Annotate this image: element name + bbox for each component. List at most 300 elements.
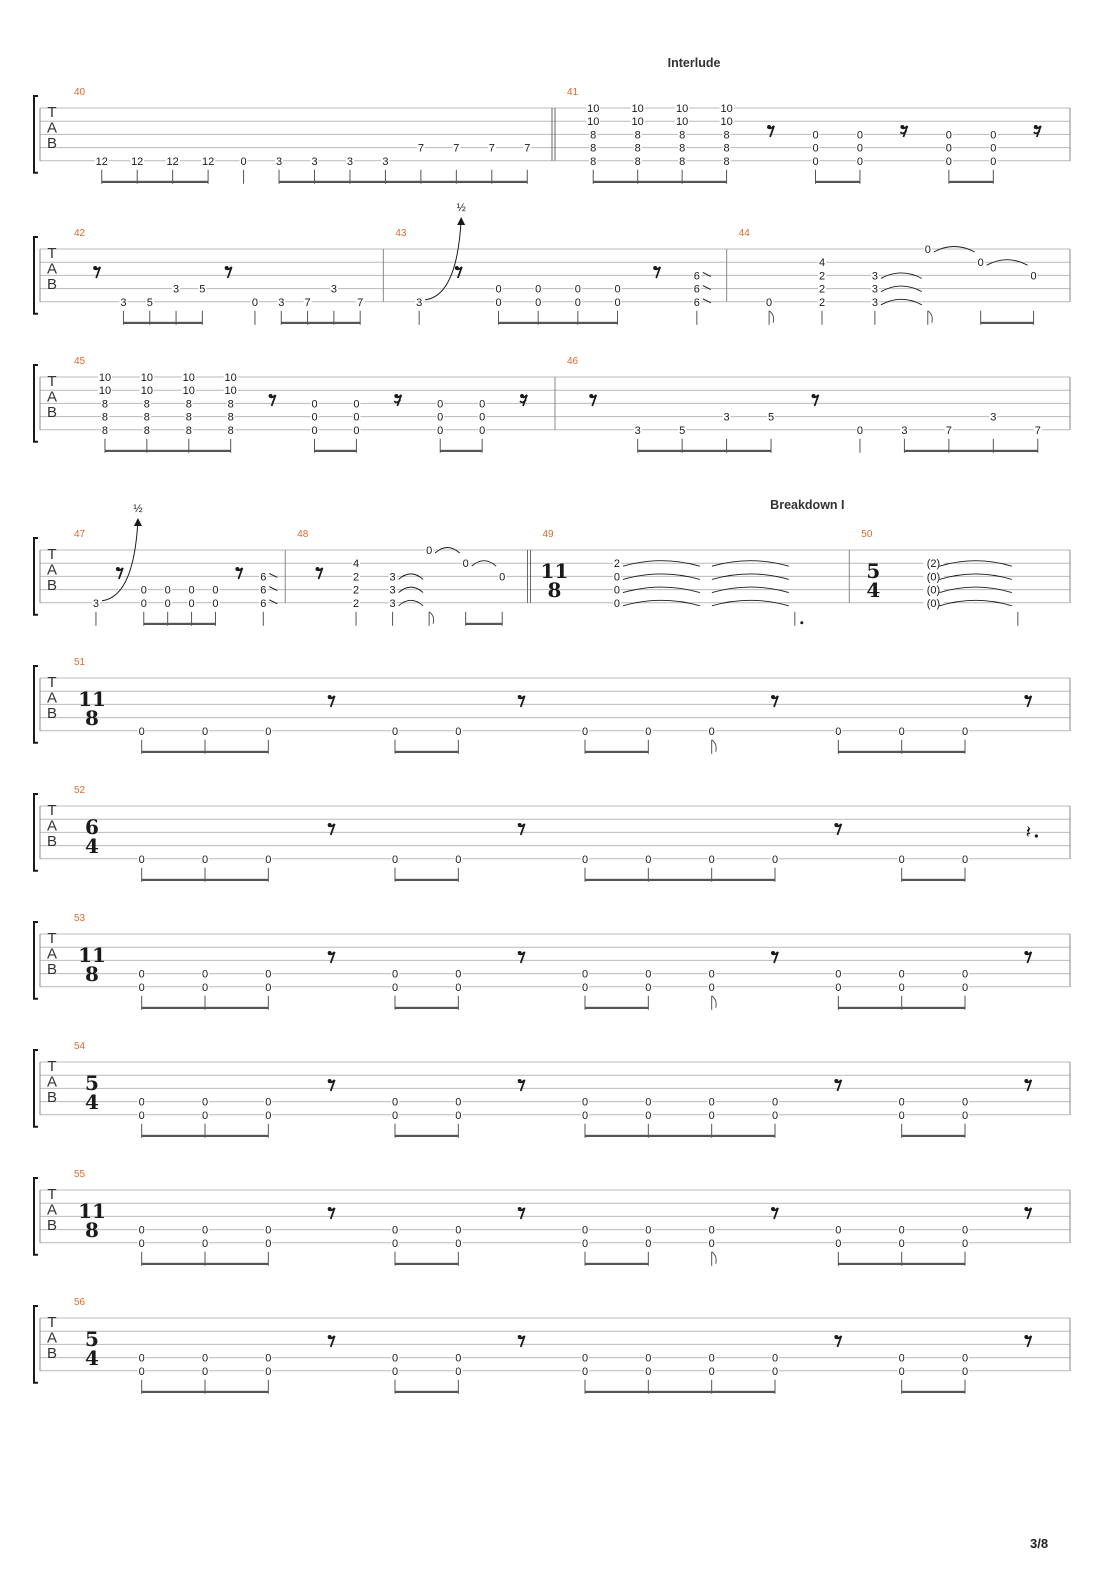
fret-number: 0: [311, 424, 318, 437]
tab-beat: [586, 102, 600, 184]
fret-number: 0: [391, 853, 399, 866]
tab-clef-letter: B: [46, 577, 58, 594]
note-beam: [466, 623, 503, 625]
note-beam: [902, 1135, 965, 1137]
tab-beat: [581, 1352, 589, 1394]
fret-number: 0: [961, 968, 969, 981]
tab-clef-letter: B: [46, 1345, 58, 1362]
fret-number: 8: [185, 411, 192, 424]
tab-beat: [201, 1352, 209, 1394]
rest-head: [834, 1079, 838, 1083]
tab-system: [34, 913, 1070, 1010]
tab-clef-letter: A: [46, 1073, 58, 1091]
tab-beat: [977, 256, 1028, 325]
rest-symbol: [1024, 695, 1031, 707]
fret-number: 0: [990, 142, 997, 155]
rest-symbol: [518, 951, 525, 963]
fret-number: 0: [856, 129, 864, 142]
fret-number: 0: [265, 968, 272, 981]
measure-number: 40: [74, 87, 86, 98]
tab-clef-letter: B: [46, 404, 58, 421]
tab-beat: [146, 296, 154, 325]
tab-beat: [708, 1352, 716, 1394]
fret-number: 8: [634, 155, 641, 168]
fret-number: 0: [391, 1109, 399, 1122]
measure-number: 41: [567, 87, 579, 98]
note-beam: [395, 879, 458, 881]
fret-number: 0: [581, 1224, 589, 1237]
tab-beat: [581, 968, 589, 1010]
section-label: Breakdown I: [770, 498, 845, 512]
tab-system: [34, 1169, 1070, 1266]
note-beam: [395, 1135, 458, 1137]
rest-symbol: [653, 266, 660, 278]
fret-number: 8: [679, 142, 686, 155]
fret-number: 10: [676, 103, 689, 115]
tab-beat: [166, 155, 180, 184]
fret-number: 8: [679, 129, 686, 142]
fret-number: 8: [143, 424, 150, 437]
note-beam: [949, 181, 993, 183]
fret-number: 7: [524, 142, 531, 155]
fret-number: 12: [166, 155, 179, 168]
tab-beat: [693, 269, 711, 324]
measure-number: 44: [738, 228, 750, 239]
rest-symbol: [328, 823, 335, 835]
rest-symbol: [518, 1207, 525, 1219]
tab-beat: [634, 424, 642, 453]
quarter-rest: 𝄽: [1025, 822, 1032, 843]
tab-beat: [381, 155, 389, 184]
fret-number: 0: [201, 1237, 209, 1250]
rest-head: [767, 125, 771, 129]
measure-number: 48: [297, 529, 309, 540]
fret-number: 0: [961, 1365, 969, 1378]
fret-number: 0: [455, 981, 462, 994]
tab-beat: [417, 142, 425, 184]
fret-number: 3: [389, 584, 396, 597]
fret-number: 3: [311, 155, 318, 168]
rest-symbol: [834, 823, 841, 835]
fret-number: 0: [138, 853, 145, 866]
fret-number: 3: [382, 155, 389, 168]
fret-number: 0: [898, 1237, 905, 1250]
fret-number: 3: [278, 296, 285, 309]
fret-number: 0: [990, 155, 997, 168]
fret-number: 8: [227, 424, 234, 437]
tab-beat: [581, 725, 589, 754]
tab-beat: [164, 584, 172, 626]
fret-number: 3: [416, 296, 423, 309]
fret-number: 0: [499, 571, 506, 584]
tab-clef-letter: A: [46, 388, 58, 406]
note-beam: [593, 181, 726, 183]
fret-number: 0: [614, 296, 621, 309]
fret-number: 0: [924, 244, 931, 256]
fret-number: 0: [645, 968, 652, 981]
rest-symbol: [316, 567, 323, 579]
fret-number: 12: [131, 155, 144, 168]
tab-beat: [923, 557, 1011, 610]
fret-number: 10: [720, 116, 733, 129]
tab-beat: [201, 155, 215, 184]
rest-symbol: [93, 266, 100, 278]
fret-number: 0: [353, 424, 360, 437]
rest-symbol: [116, 567, 123, 579]
fret-number: 6: [693, 296, 700, 309]
fret-number: 0: [212, 584, 219, 597]
bend-curve: [425, 219, 461, 300]
measure-number: 52: [74, 785, 86, 796]
tab-clef-letter: B: [46, 135, 58, 152]
fret-number: 5: [146, 296, 153, 309]
rest-head: [771, 1207, 775, 1211]
fret-number: 0: [856, 424, 864, 437]
time-signature-numerator: 11: [78, 943, 106, 967]
tab-beat: [708, 725, 717, 754]
fret-number: 3: [871, 296, 878, 309]
tab-beat: [389, 570, 424, 625]
fret-number: 0: [251, 296, 259, 309]
bend-curve: [102, 520, 138, 601]
rest-head: [771, 695, 775, 699]
note-beam: [816, 181, 860, 183]
rest-head: [518, 695, 522, 699]
measure-number: 49: [542, 529, 554, 540]
fret-number: 2: [352, 584, 360, 597]
system-bracket: [34, 538, 38, 615]
tab-beat: [631, 102, 645, 184]
tab-clef-letter: A: [46, 1201, 58, 1219]
fret-number: 0: [201, 981, 209, 994]
tab-clef-letter: T: [47, 1058, 57, 1075]
tab-beat: [898, 1224, 906, 1266]
fret-number: 0: [437, 398, 444, 411]
note-flag: [928, 311, 933, 323]
rest-symbol: [518, 1079, 525, 1091]
note-flag: [712, 1252, 717, 1264]
tab-beat: [644, 1224, 652, 1266]
tab-clef: [47, 245, 57, 293]
tab-beat: [454, 1096, 462, 1138]
rest-head: [834, 1335, 838, 1339]
tab-beat: [119, 296, 127, 325]
fret-number: 8: [101, 411, 109, 424]
tab-beat: [945, 424, 953, 453]
fret-number: 0: [581, 1365, 589, 1378]
tab-clef: [47, 1058, 57, 1106]
note-beam: [981, 322, 1034, 324]
tab-beat: [264, 968, 272, 1010]
tab-system: [34, 56, 1070, 184]
fret-number: 8: [679, 155, 686, 168]
tab-beat: [581, 853, 589, 882]
fret-number: 10: [98, 372, 112, 384]
fret-number: 0: [645, 853, 652, 866]
note-beam: [395, 751, 458, 753]
tab-beat: [523, 142, 531, 184]
note-beam: [279, 181, 527, 183]
tab-clef-letter: B: [46, 961, 58, 978]
fret-number: 6: [693, 270, 700, 283]
measure-number: 47: [74, 529, 86, 540]
rest-head: [812, 394, 816, 398]
time-signature-numerator: 11: [78, 687, 106, 711]
rest-head: [328, 1079, 332, 1083]
tab-beat: [771, 1096, 779, 1138]
rest-symbol: [520, 394, 527, 406]
fret-number: 0: [898, 1352, 905, 1365]
fret-number: 0: [455, 1224, 462, 1237]
fret-number: 0: [138, 1352, 145, 1365]
tab-beat: [264, 725, 272, 754]
measure-number: 43: [395, 228, 407, 239]
tab-beat: [138, 1096, 146, 1138]
fret-number: 8: [634, 129, 641, 142]
tab-beat: [330, 283, 338, 325]
fret-number: 0: [990, 129, 997, 142]
measure-number: 53: [74, 913, 86, 924]
fret-number: 10: [224, 372, 237, 384]
fret-number: 0: [455, 1365, 462, 1378]
fret-number: 0: [708, 968, 715, 981]
note-beam: [142, 1391, 269, 1393]
tab-beat: [495, 283, 503, 325]
measure: [40, 785, 1038, 882]
fret-number: 0: [771, 1109, 779, 1122]
tab-beat: [961, 1352, 969, 1394]
fret-number: 3: [120, 296, 127, 309]
note-beam: [395, 1007, 458, 1009]
fret-number: 6: [693, 283, 700, 296]
fret-number: 0: [138, 1096, 145, 1109]
measure-number: 50: [861, 529, 873, 540]
fret-number: 0: [455, 1352, 462, 1365]
tab-beat: [452, 142, 460, 184]
tab-beat: [188, 584, 196, 626]
tab-beat: [871, 269, 922, 324]
fret-number: 0: [581, 981, 589, 994]
rest-dot: [1035, 834, 1038, 837]
tab-beat: [644, 725, 652, 754]
fret-number: 0: [708, 725, 715, 738]
fret-number: 0: [898, 981, 905, 994]
fret-number: 8: [723, 142, 730, 155]
tab-clef-letter: A: [46, 561, 58, 579]
tab-beat: [454, 1224, 462, 1266]
measure: [555, 356, 1042, 453]
fret-number: 0: [1030, 270, 1037, 283]
fret-number: 0: [201, 1352, 209, 1365]
tab-beat: [304, 296, 312, 325]
time-signature-numerator: 5: [85, 1071, 99, 1095]
tab-beat: [391, 853, 399, 882]
fret-number: 0: [898, 1365, 905, 1378]
fret-number: (0): [926, 584, 941, 597]
tab-beat: [425, 544, 460, 626]
rest-head: [900, 125, 904, 129]
tab-beat: [275, 155, 283, 184]
rest-symbol: [1024, 951, 1031, 963]
rest-head: [520, 394, 524, 398]
fret-number: 0: [645, 1096, 652, 1109]
tab-beat: [92, 503, 143, 626]
fret-number: 0: [265, 1352, 272, 1365]
tab-beat: [454, 853, 462, 882]
rest-symbol: [269, 394, 276, 406]
measure-number: 56: [74, 1297, 86, 1308]
time-signature-numerator: 11: [78, 1199, 106, 1223]
fret-number: 0: [771, 1365, 779, 1378]
note-beam: [838, 1263, 965, 1265]
tab-beat: [961, 1096, 969, 1138]
fret-number: 10: [182, 372, 195, 384]
section-label: Interlude: [667, 56, 721, 70]
fret-number: 0: [835, 1224, 842, 1237]
bend-amount: ½: [456, 202, 466, 214]
tab-beat: [356, 296, 364, 325]
time-signature-numerator: 5: [866, 559, 881, 583]
fret-number: 10: [140, 385, 153, 398]
fret-number: 0: [455, 1237, 462, 1250]
rest-head: [116, 567, 120, 571]
fret-number: 0: [201, 725, 209, 738]
fret-number: 0: [212, 597, 219, 610]
tab-beat: [581, 1096, 589, 1138]
fret-number: 0: [535, 296, 542, 309]
tab-beat: [812, 128, 820, 183]
measure: [40, 228, 364, 325]
fret-number: 0: [961, 853, 969, 866]
fret-number: 0: [613, 571, 621, 584]
note-beam: [902, 1391, 965, 1393]
fret-number: 0: [201, 1096, 209, 1109]
tab-beat: [352, 557, 360, 626]
time-signature-denominator: 8: [85, 962, 99, 986]
fret-number: 10: [182, 385, 195, 398]
fret-number: 0: [961, 1237, 969, 1250]
fret-number: 0: [265, 1237, 272, 1250]
fret-number: (0): [926, 597, 941, 610]
fret-number: 2: [613, 558, 621, 571]
fret-number: 0: [945, 129, 952, 142]
tab-clef-letter: T: [47, 930, 57, 947]
fret-number: 0: [164, 584, 171, 597]
tab-beat: [138, 1224, 146, 1266]
tab-beat: [1034, 424, 1042, 453]
tab-beat: [346, 155, 354, 184]
measure-number: 54: [74, 1041, 86, 1052]
tab-beat: [391, 1096, 399, 1138]
rest-symbol: [834, 1079, 841, 1091]
rest-head: [269, 394, 273, 398]
tab-beat: [708, 1224, 717, 1266]
time-signature-denominator: 4: [85, 1346, 99, 1370]
note-beam: [838, 1007, 965, 1009]
fret-number: 0: [614, 283, 621, 296]
fret-number: 8: [185, 424, 192, 437]
rest-symbol: [1024, 1207, 1031, 1219]
fret-number: 0: [495, 296, 502, 309]
fret-number: 0: [495, 283, 502, 296]
fret-number: 0: [138, 1224, 145, 1237]
measure: [40, 503, 277, 626]
fret-number: 3: [723, 411, 730, 424]
rest-head: [518, 1079, 522, 1083]
fret-number: 0: [574, 283, 581, 296]
fret-number: 8: [143, 398, 150, 411]
note-flag: [769, 311, 774, 323]
tab-beat: [95, 155, 109, 184]
tab-system: [34, 1297, 1070, 1394]
rest-head: [771, 951, 775, 955]
tab-system: [34, 657, 1070, 754]
system-bracket: [34, 1306, 38, 1383]
tab-clef-letter: T: [47, 1186, 57, 1203]
tab-beat: [140, 371, 154, 453]
fret-number: 0: [265, 981, 272, 994]
fret-number: 3: [871, 283, 878, 296]
tab-beat: [462, 557, 497, 626]
tab-beat: [613, 557, 700, 610]
tab-beat: [391, 1224, 399, 1266]
tab-clef-letter: T: [47, 245, 57, 262]
fret-number: 0: [138, 968, 145, 981]
system-bracket: [34, 794, 38, 871]
fret-number: 0: [311, 411, 318, 424]
fret-number: 7: [488, 142, 495, 155]
fret-number: 8: [590, 155, 597, 168]
fret-number: 7: [453, 142, 460, 155]
fret-number: 0: [391, 1096, 399, 1109]
note-beam: [585, 1391, 775, 1393]
fret-number: 0: [138, 1237, 145, 1250]
fret-number: 0: [645, 725, 652, 738]
fret-number: 8: [590, 129, 597, 142]
fret-number: 7: [945, 424, 952, 437]
tab-clef-letter: B: [46, 1089, 58, 1106]
fret-number: 0: [201, 1109, 209, 1122]
tab-clef-letter: A: [46, 260, 58, 278]
measure: [40, 1297, 1031, 1394]
fret-number: 0: [391, 1237, 399, 1250]
fret-number: 3: [871, 270, 878, 283]
tab-beat: [201, 1224, 209, 1266]
fret-number: 0: [462, 558, 469, 571]
fret-number: 12: [95, 155, 108, 168]
rest-symbol: [328, 951, 335, 963]
rest-symbol: [328, 695, 335, 707]
fret-number: 0: [455, 1096, 462, 1109]
fret-number: 10: [720, 103, 733, 115]
fret-number: 3: [275, 155, 283, 168]
fret-number: 10: [676, 116, 689, 129]
tab-beat: [574, 283, 582, 325]
rest-head: [1024, 1335, 1028, 1339]
fret-number: 0: [140, 584, 147, 597]
fret-number: 2: [818, 296, 826, 309]
time-signature-denominator: 8: [547, 578, 562, 602]
fret-number: 0: [898, 1096, 905, 1109]
rest-symbol: [1024, 1335, 1031, 1347]
bend-arrow: [457, 217, 465, 225]
fret-number: 8: [723, 155, 730, 168]
fret-number: 3: [92, 597, 100, 610]
fret-number: 6: [260, 571, 267, 584]
tab-beat: [224, 371, 238, 453]
tab-clef-letter: T: [47, 373, 57, 390]
tab-beat: [130, 155, 144, 184]
